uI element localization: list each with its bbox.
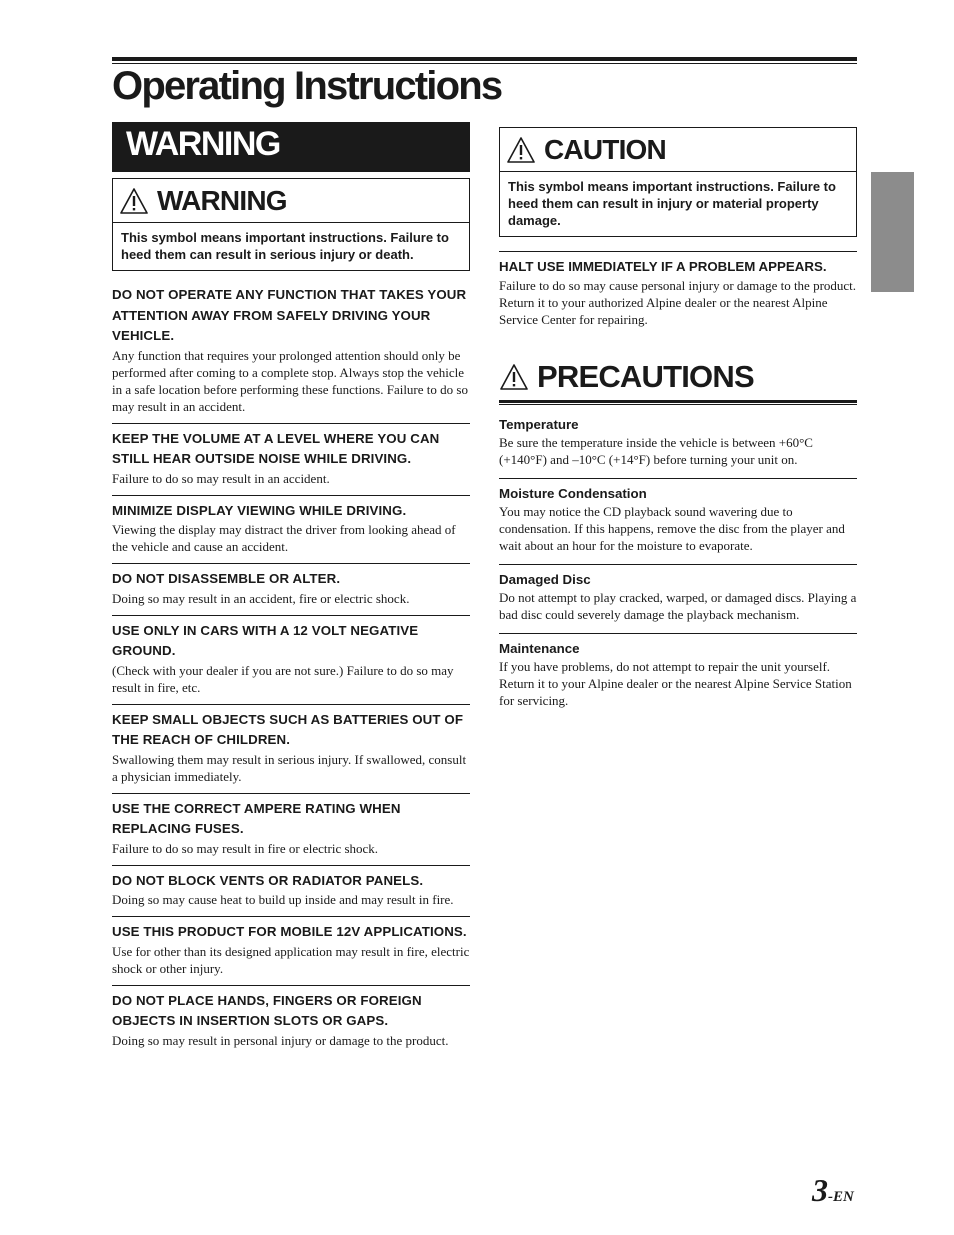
page-number-suffix: -EN bbox=[828, 1189, 854, 1205]
warning-item bbox=[112, 615, 470, 696]
section-tab bbox=[871, 172, 914, 292]
warning-item-body: Doing so may result in personal injury or damage to the product. bbox=[112, 1032, 449, 1048]
precaution-item-heading: Temperature bbox=[499, 417, 579, 432]
precaution-item-heading: Moisture Condensation bbox=[499, 486, 647, 501]
caution-symbol-box bbox=[499, 127, 857, 237]
precaution-item-heading: Maintenance bbox=[499, 641, 580, 656]
warning-triangle-icon bbox=[119, 187, 149, 215]
page-number bbox=[812, 1172, 854, 1209]
precautions-rule-thick bbox=[499, 400, 857, 403]
warning-item-body: Swallowing them may result in serious injury. If swallowed, consult a physician immediately. bbox=[112, 751, 467, 784]
precaution-item-body: Do not attempt to play cracked, warped, or damaged discs. Playing a bad disc could severely damage the playback mechanism. bbox=[499, 590, 857, 622]
warning-box-text: This symbol means important instructions. Failure to heed them can result in serious injury or death. bbox=[121, 230, 449, 262]
warning-item bbox=[112, 285, 470, 415]
warning-item-heading: USE THIS PRODUCT FOR MOBILE 12V APPLICATIONS. bbox=[112, 924, 467, 939]
warning-item bbox=[112, 865, 470, 909]
warning-item-heading: KEEP SMALL OBJECTS SUCH AS BATTERIES OUT OF THE REACH OF CHILDREN. bbox=[112, 711, 464, 747]
precautions-header bbox=[499, 358, 857, 396]
caution-symbol-header bbox=[500, 128, 856, 172]
warning-item bbox=[112, 793, 470, 857]
warning-item-heading: DO NOT DISASSEMBLE OR ALTER. bbox=[112, 571, 341, 586]
warning-item-heading: DO NOT BLOCK VENTS OR RADIATOR PANELS. bbox=[112, 872, 424, 888]
caution-column bbox=[499, 127, 857, 709]
warning-item bbox=[112, 985, 470, 1049]
warning-item-body: Any function that requires your prolonged attention should only be performed after coming to a complete stop. Always stop the vehicle in a safe location before performing these functions. Failure to do so may result in an accident. bbox=[112, 347, 468, 414]
warning-item-heading: KEEP THE VOLUME AT A LEVEL WHERE YOU CAN STILL HEAR OUTSIDE NOISE WHILE DRIVING. bbox=[112, 430, 440, 466]
precaution-item bbox=[499, 415, 857, 468]
warning-item bbox=[112, 423, 470, 487]
caution-item-heading: HALT USE IMMEDIATELY IF A PROBLEM APPEARS. bbox=[499, 259, 827, 274]
caution-item bbox=[499, 251, 857, 328]
warning-item-body: Failure to do so may result in fire or electric shock. bbox=[112, 840, 379, 856]
warning-item-body: Doing so may result in an accident, fire or electric shock. bbox=[112, 590, 410, 606]
precaution-item-heading: Damaged Disc bbox=[499, 572, 591, 587]
warning-symbol-box bbox=[112, 178, 470, 271]
warning-item-heading: DO NOT PLACE HANDS, FINGERS OR FOREIGN OBJECTS IN INSERTION SLOTS OR GAPS. bbox=[112, 992, 422, 1028]
warning-banner: WARNING bbox=[112, 122, 470, 172]
precaution-item bbox=[499, 633, 857, 709]
caution-box-text: This symbol means important instructions. Failure to heed them can result in injury or material property damage. bbox=[508, 179, 836, 228]
precautions-title: PRECAUTIONS bbox=[537, 359, 754, 394]
warning-item-body: Use for other than its designed application may result in fire, electric shock or other injury. bbox=[112, 943, 470, 976]
caution-box-title: CAUTION bbox=[544, 133, 666, 165]
caution-item-body: Failure to do so may cause personal injury or damage to the product. Return it to your authorized Alpine dealer or the nearest Alpine Service Center for repairing. bbox=[499, 278, 857, 327]
warning-column bbox=[112, 122, 470, 1049]
warning-item-body: Doing so may cause heat to build up inside and may result in fire. bbox=[112, 892, 454, 907]
precautions-rule-thin bbox=[499, 404, 857, 405]
warning-item bbox=[112, 563, 470, 607]
warning-item-heading: USE ONLY IN CARS WITH A 12 VOLT NEGATIVE GROUND. bbox=[112, 622, 419, 658]
precaution-item bbox=[499, 478, 857, 554]
warning-triangle-icon bbox=[506, 136, 536, 164]
precaution-item bbox=[499, 564, 857, 623]
warning-item bbox=[112, 916, 470, 977]
precaution-item-body: If you have problems, do not attempt to repair the unit yourself. Return it to your Alpine dealer or the nearest Alpine Service Station for servicing. bbox=[499, 659, 852, 708]
warning-item-heading: DO NOT OPERATE ANY FUNCTION THAT TAKES YOUR ATTENTION AWAY FROM SAFELY DRIVING YOUR VEHICLE. bbox=[112, 287, 467, 343]
warning-triangle-icon bbox=[499, 363, 529, 391]
warning-item bbox=[112, 495, 470, 556]
page-title: Operating Instructions bbox=[112, 64, 502, 108]
warning-item-body: Viewing the display may distract the driver from looking ahead of the vehicle and cause an accident. bbox=[112, 522, 456, 554]
page-number-value: 3 bbox=[812, 1172, 828, 1208]
header-rule-thick bbox=[112, 57, 857, 61]
warning-item-heading: USE THE CORRECT AMPERE RATING WHEN REPLACING FUSES. bbox=[112, 800, 401, 836]
warning-item-heading: MINIMIZE DISPLAY VIEWING WHILE DRIVING. bbox=[112, 502, 407, 518]
precaution-item-body: Be sure the temperature inside the vehicle is between +60°C (+140°F) and –10°C (+14°F) before turning your unit on. bbox=[499, 435, 813, 467]
warning-item bbox=[112, 704, 470, 785]
warning-box-title: WARNING bbox=[157, 184, 287, 216]
warning-item-body: (Check with your dealer if you are not sure.) Failure to do so may result in fire, etc. bbox=[112, 662, 454, 695]
precaution-item-body: You may notice the CD playback sound wavering due to condensation. If this happens, remove the disc from the player and wait about an hour for the moisture to evaporate. bbox=[499, 504, 845, 553]
warning-item-body: Failure to do so may result in an accident. bbox=[112, 470, 330, 486]
warning-symbol-header bbox=[113, 179, 469, 223]
